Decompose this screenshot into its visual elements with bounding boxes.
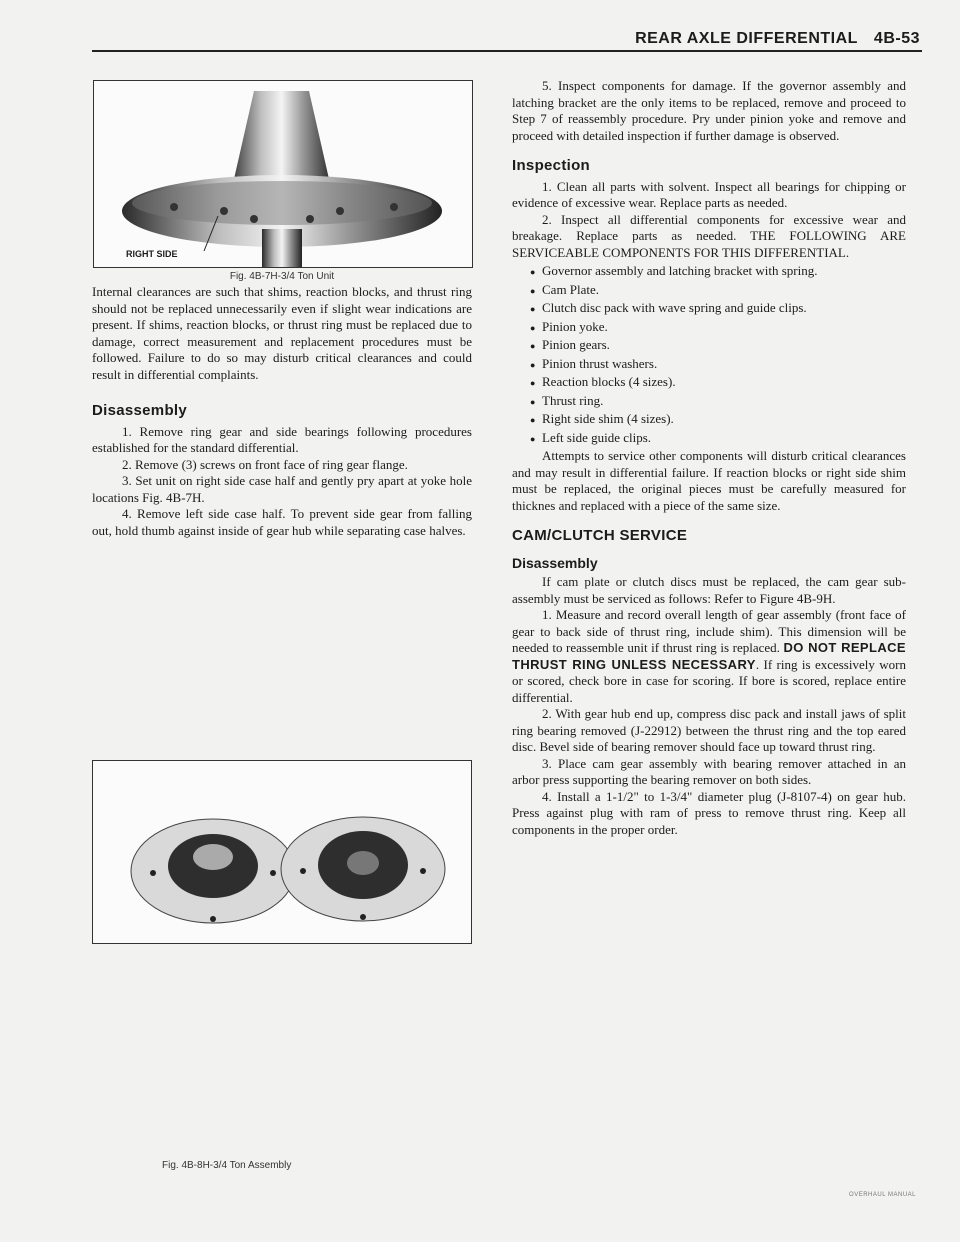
- list-item: ● Governor assembly and latching bracket with spring.: [512, 263, 906, 280]
- figure-label-right-side: RIGHT SIDE: [126, 249, 178, 259]
- cam-step-1-text-cont: . If ring is excessively worn or scored, check bore in case for scoring. If bore is scored, replace entire differential.: [512, 656, 906, 705]
- step-paragraph: 2. Remove (3) screws on front face of ring gear flange.: [122, 456, 408, 472]
- left-column: [92, 284, 472, 539]
- attempts-paragraph: Attempts to service other components will disturb critical clearances and may result in differential failure. If reaction blocks or right side shim must be replaced, the original pieces must be carefully measured for thicknes and replaced with a piece of the same size.: [512, 448, 906, 513]
- subsection-heading-disassembly: Disassembly: [512, 554, 598, 571]
- list-item: ● Left side guide clips.: [512, 430, 906, 447]
- cam-step-4: 4. Install a 1-1/2" to 1-3/4" diameter plug (J-8107-4) on gear hub. Press against plug with ram of press to remove thrust ring. Keep all components in the proper order.: [512, 788, 906, 837]
- list-item: ● Right side shim (4 sizes).: [512, 411, 906, 428]
- inspection-step: 1. Clean all parts with solvent. Inspect all bearings for chipping or evidence of excessive wear. Replace parts as needed.: [512, 178, 906, 210]
- step-paragraph: 1. Remove ring gear and side bearings following procedures established for the standard differential.: [92, 423, 472, 455]
- inspection-step: 2. Inspect all differential components for excessive wear and breakage. Replace parts as needed. THE FOLLOWING ARE SERVICEABLE COMPONENTS FOR THIS DIFFERENTIAL.: [512, 211, 906, 260]
- step-paragraph: 4. Remove left side case half. To prevent side gear from falling out, hold thumb against inside of gear hub while separating case halves.: [92, 506, 472, 538]
- intro-paragraph: Internal clearances are such that shims, reaction blocks, and thrust ring should not be replaced unnecessarily even if slight wear indications are present. If shims, reaction blocks, or thrust ring must be replaced due to damage, correct measurement and replacement procedures must be followed. Failure to do so may disturb critical clearances and could result in differential complaints.: [92, 284, 472, 382]
- section-heading-inspection: Inspection: [512, 157, 591, 174]
- cam-intro-paragraph: If cam plate or clutch discs must be replaced, the cam gear sub-assembly must be serviced as follows: Refer to Figure 4B-9H.: [512, 574, 906, 606]
- step-paragraph: 5. Inspect components for damage. If the governor assembly and latching bracket are the only items to be replaced, remove and proceed to Step 7 of reassembly procedure. Pry under pinion yoke and remove and proceed with detailed inspection if further damage is observed.: [512, 78, 906, 143]
- figure-differential-assembly: [92, 760, 472, 944]
- list-item: ● Pinion yoke.: [512, 319, 906, 336]
- cam-step-2: 2. With gear hub end up, compress disc pack and install jaws of split ring bearing removed (J-22912) between the thrust ring and the top eared disc. Bevel side of bearing remover should face up toward thrust ring.: [512, 706, 906, 754]
- section-heading-disassembly: Disassembly: [92, 402, 188, 419]
- figure-differential-unit: [93, 80, 473, 268]
- list-item: ● Reaction blocks (4 sizes).: [512, 374, 906, 391]
- list-item: ● Thrust ring.: [512, 393, 906, 410]
- list-item: ● Clutch disc pack with wave spring and guide clips.: [512, 300, 906, 317]
- cam-step-1: [512, 607, 906, 706]
- right-column: [512, 78, 906, 838]
- figure-caption: Fig. 4B-8H-3/4 Ton Assembly: [162, 1160, 292, 1171]
- list-item: ● Cam Plate.: [512, 282, 906, 299]
- differential-unit-photo: [94, 81, 472, 267]
- step-paragraph: 3. Set unit on right side case half and gently pry apart at yoke hole locations Fig. 4B-7H.: [92, 473, 472, 505]
- header-title: REAR AXLE DIFFERENTIAL: [635, 30, 858, 47]
- cam-step-1-text: 1. Measure and record overall length of gear assembly (front face of gear to back side of thrust ring, include shim). This dimension will be needed to reassemble unit if thrust ring is replaced.: [512, 607, 906, 655]
- list-item: ● Pinion gears.: [512, 337, 906, 354]
- figure-caption: Fig. 4B-7H-3/4 Ton Unit: [229, 271, 335, 282]
- cam-step-3: 3. Place cam gear assembly with bearing remover attached in an arbor press supporting the bearing remover on both sides.: [512, 755, 906, 787]
- page-footer: OVERHAUL MANUAL: [849, 1192, 916, 1198]
- page-header: [635, 30, 920, 48]
- serviceable-components-list: [512, 263, 906, 446]
- page-number: 4B-53: [873, 30, 920, 47]
- section-heading-cam-clutch-service: CAM/CLUTCH SERVICE: [512, 527, 688, 544]
- differential-assembly-photo: [93, 761, 471, 943]
- warning-text: DO NOT REPLACE THRUST RING UNLESS NECESSARY: [512, 640, 906, 672]
- list-item: ● Pinion thrust washers.: [512, 356, 906, 373]
- header-rule: [92, 50, 922, 52]
